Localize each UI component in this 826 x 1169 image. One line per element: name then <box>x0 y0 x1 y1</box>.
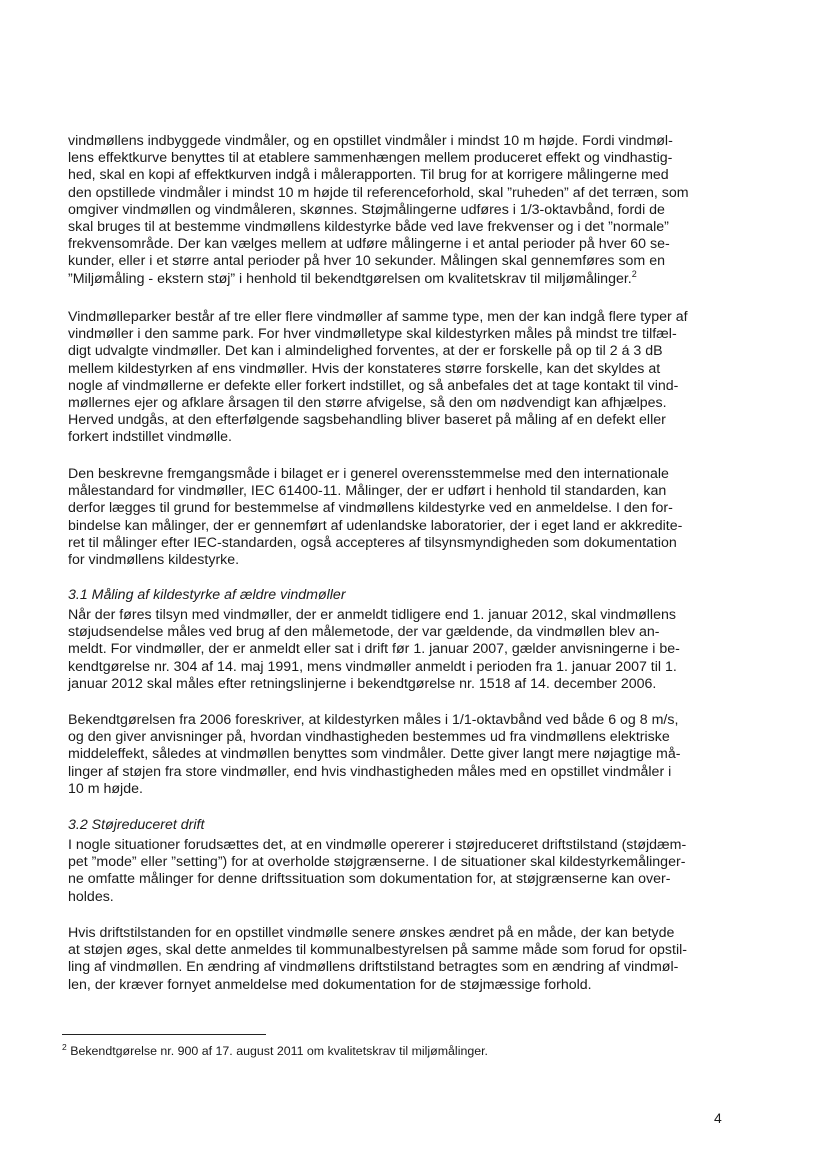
footnote-reference: 2 <box>631 268 637 279</box>
text-line-content: frekvensområde. Der kan vælges mellem at udføre målingerne i et antal perioder på hver 60 se- <box>68 236 670 253</box>
text-line-content: vindmøller i den samme park. For hver vindmølletype skal kildestyrken måles på mindst tre tilfæl- <box>68 326 677 343</box>
text-line <box>68 659 748 676</box>
text-line-content: vindmøllens indbyggede vindmåler, og en opstillet vindmåler i mindst 10 m højde. Fordi vindmøl- <box>68 133 673 149</box>
text-line-content: den opstillede vindmåler i mindst 10 m højde til referenceforhold, skal ”ruheden” af det terræn, som <box>68 184 689 201</box>
text-line-content: kunder, eller i et større antal perioder på hver 10 sekunder. Målingen skal gennemføres som en <box>68 253 665 270</box>
text-line-content: målestandard for vindmøller, IEC 61400-11. Målinger, der er udført i henhold til standarden, kan <box>68 483 667 500</box>
text-line-content: I nogle situationer forudsættes det, at en vindmølle opererer i støjreduceret driftstilstand (støjdæm- <box>68 837 687 853</box>
text-line <box>68 889 748 906</box>
text-line <box>68 500 748 517</box>
text-line-content: forkert indstillet vindmølle. <box>68 429 232 446</box>
text-line <box>68 977 748 994</box>
text-line <box>68 871 748 888</box>
text-line <box>68 535 748 552</box>
text-line-content: ne omfatte målinger for denne driftssituation som dokumentation for, at støjgrænserne kan over- <box>68 871 671 888</box>
text-line-content: møllernes ejer og afklare årsagen til den større afvigelse, så den om nødvendigt kan afhjælpes. <box>68 395 667 412</box>
text-line-content: middeleffekt, således at vindmøllen benyttes som vindmåler. Dette giver langt mere nøjagtige må- <box>68 746 681 763</box>
text-line-content: hed, skal en kopi af effektkurven indgå i målerapporten. Til brug for at korrigere målingerne med <box>68 167 669 184</box>
text-line <box>68 326 748 343</box>
text-line-content: linger af støjen fra store vindmøller, end hvis vindhastigheden måles med en opstillet vindmåler i <box>68 763 672 780</box>
text-line-content: januar 2012 skal måles efter retningslinjerne i bekendtgørelse nr. 1518 af 14. december 2006. <box>68 675 657 692</box>
text-line <box>68 483 748 500</box>
text-line <box>68 959 748 976</box>
text-line <box>68 395 748 412</box>
paragraph-iec-standard <box>68 466 748 569</box>
text-line-content: bindelse kan målinger, der er gennemført af udenlandske laboratorier, der i eget land er akkredite- <box>68 517 683 534</box>
text-line-content: for vindmøllens kildestyrke. <box>68 552 240 569</box>
text-line <box>68 641 748 658</box>
text-line-content: lens effektkurve benyttes til at etablere sammenhængen mellem produceret effekt og vindhastig- <box>68 150 673 167</box>
paragraph-noise-reduced-mode <box>68 837 748 906</box>
text-line <box>68 854 748 871</box>
text-line-content: mellem kildestyrken af ens vindmøller. Hvis der konstateres større forskelle, kan det skyldes at <box>68 360 661 377</box>
text-line <box>68 309 748 326</box>
text-line <box>68 219 748 236</box>
text-line <box>68 361 748 378</box>
text-line <box>68 202 748 219</box>
text-line <box>68 729 748 746</box>
paragraph-2006-order <box>68 712 748 798</box>
text-line <box>68 412 748 429</box>
text-line-content: Vindmølleparker består af tre eller flere vindmøller af samme type, men der kan indgå flere typer af <box>68 309 688 325</box>
text-line-content: Den beskrevne fremgangsmåde i bilaget er i generel overensstemmelse med den internationale <box>68 466 669 482</box>
footnote-text: Bekendtgørelse nr. 900 af 17. august 2011 om kvalitetskrav til miljømålinger. <box>70 1044 489 1058</box>
text-line <box>68 676 748 693</box>
text-line <box>68 552 748 569</box>
paragraph-measurement-method <box>68 133 748 288</box>
text-line <box>68 518 748 535</box>
text-line-content: digt udvalgte vindmøller. Det kan i almindelighed forventes, at der er forskelle på op til 2 á 3 dB <box>68 343 663 360</box>
text-line-content: Bekendtgørelsen fra 2006 foreskriver, at kildestyrken måles i 1/1-oktavbånd ved både 6 og 8 m/s, <box>68 712 679 728</box>
paragraph-wind-farms <box>68 309 748 447</box>
text-line <box>68 167 748 184</box>
text-line-content: skal bruges til at bestemme vindmøllens kildestyrke både ved lave frekvenser og i det ”normale” <box>68 219 669 236</box>
text-line-content: kendtgørelse nr. 304 af 14. maj 1991, mens vindmøller anmeldt i perioden fra 1. januar 2007 til 1. <box>68 658 677 675</box>
text-line <box>68 607 748 624</box>
paragraph-operation-change <box>68 925 748 994</box>
text-line <box>68 429 748 446</box>
text-line <box>68 925 748 942</box>
section-heading-3-2: 3.2 Støjreduceret drift <box>68 817 205 833</box>
text-line <box>68 236 748 253</box>
text-line <box>68 837 748 854</box>
text-line-content: derfor lægges til grund for bestemmelse af vindmøllens kildestyrke ved en anmeldelse. I den for- <box>68 500 673 517</box>
text-line-content: nogle af vindmøllerne er defekte eller forkert indstillet, og så anbefales det at tage kontakt til vind- <box>68 377 679 394</box>
text-line <box>68 746 748 763</box>
footnote-marker: 2 <box>62 1042 67 1052</box>
text-line-content: Hvis driftstilstanden for en opstillet vindmølle senere ønskes ændret på en måde, der kan betyde <box>68 925 675 941</box>
footnote <box>62 1043 488 1059</box>
text-line <box>68 185 748 202</box>
text-line <box>68 781 748 798</box>
footnote-separator <box>62 1034 266 1035</box>
section-heading-3-1: 3.1 Måling af kildestyrke af ældre vindmøller <box>68 587 346 603</box>
text-line <box>68 942 748 959</box>
text-line-content: omgiver vindmøllen og vindmåleren, skønnes. Støjmålingerne udføres i 1/3-oktavbånd, fordi de <box>68 201 665 218</box>
page-number: 4 <box>714 1110 722 1126</box>
text-line-content: holdes. <box>68 888 114 905</box>
text-line <box>68 624 748 641</box>
text-line-content: at støjen øges, skal dette anmeldes til kommunalbestyrelsen på samme måde som forud for opstil- <box>68 942 687 959</box>
text-line <box>68 343 748 360</box>
text-line-content: Når der føres tilsyn med vindmøller, der er anmeldt tidligere end 1. januar 2012, skal vindmøllens <box>68 607 676 623</box>
text-line-content: ret til målinger efter IEC-standarden, også accepteres af tilsynsmyndigheden som dokumentation <box>68 534 677 551</box>
text-line-content: ling af vindmøllen. En ændring af vindmøllens driftstilstand betragtes som en ændring af vindmøl- <box>68 959 679 976</box>
text-line <box>68 150 748 167</box>
text-line-content: Herved undgås, at den efterfølgende sagsbehandling bliver baseret på måling af en defekt eller <box>68 412 666 429</box>
text-line-content: meldt. For vindmøller, der er anmeldt eller sat i drift før 1. januar 2007, gælder anvisningerne i be- <box>68 641 680 658</box>
text-line <box>68 268 748 288</box>
text-line <box>68 133 748 150</box>
text-line-content: pet ”mode” eller ”setting”) for at overholde støjgrænserne. I de situationer skal kildestyrkemålinger- <box>68 854 686 871</box>
paragraph-older-turbines <box>68 607 748 693</box>
text-line <box>68 466 748 483</box>
text-line <box>68 764 748 781</box>
text-line <box>68 253 748 270</box>
text-line-content: 10 m højde. <box>68 780 143 797</box>
text-line <box>68 712 748 729</box>
text-line-content: ”Miljømåling - ekstern støj” i henhold til bekendtgørelsen om kvalitetskrav til miljømålinger. <box>68 270 632 287</box>
text-line-content: len, der kræver fornyet anmeldelse med dokumentation for de støjmæssige forhold. <box>68 976 592 993</box>
text-line-content: støjudsendelse måles ved brug af den målemetode, der var gældende, da vindmøllen blev an- <box>68 624 660 641</box>
text-line-content: og den giver anvisninger på, hvordan vindhastigheden bestemmes ud fra vindmøllens elektriske <box>68 729 670 746</box>
text-line <box>68 378 748 395</box>
